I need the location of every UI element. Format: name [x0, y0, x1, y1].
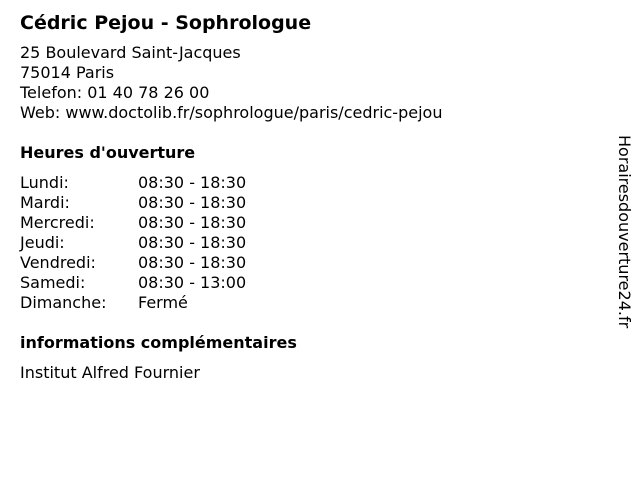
time-value: 08:30 - 18:30 — [138, 213, 247, 232]
hours-row-sunday — [20, 293, 600, 313]
site-watermark: Horairesdouverture24.fr — [615, 135, 634, 329]
city-address: 75014 Paris — [20, 63, 115, 82]
day-label: Mercredi: — [20, 213, 95, 232]
address-block — [20, 43, 600, 123]
hours-row-tuesday — [20, 193, 600, 213]
day-label: Vendredi: — [20, 253, 96, 272]
opening-hours-heading: Heures d'ouverture — [20, 143, 196, 162]
additional-info-heading: informations complémentaires — [20, 333, 297, 352]
hours-row-monday — [20, 173, 600, 193]
time-value: 08:30 - 18:30 — [138, 253, 247, 272]
phone-number: Telefon: 01 40 78 26 00 — [20, 83, 210, 102]
hours-row-thursday — [20, 233, 600, 253]
business-title: Cédric Pejou - Sophrologue — [20, 12, 312, 34]
day-label: Lundi: — [20, 173, 69, 192]
day-label: Samedi: — [20, 273, 86, 292]
time-value: 08:30 - 18:30 — [138, 173, 247, 192]
hours-row-friday — [20, 253, 600, 273]
opening-hours-table — [20, 173, 600, 313]
day-label: Jeudi: — [20, 233, 65, 252]
hours-row-wednesday — [20, 213, 600, 233]
website-link[interactable]: Web: www.doctolib.fr/sophrologue/paris/cedric-pejou — [20, 103, 443, 122]
additional-info-text: Institut Alfred Fournier — [20, 363, 200, 382]
time-value: 08:30 - 13:00 — [138, 273, 247, 292]
time-value: Fermé — [138, 293, 188, 312]
time-value: 08:30 - 18:30 — [138, 193, 247, 212]
hours-row-saturday — [20, 273, 600, 293]
street-address: 25 Boulevard Saint-Jacques — [20, 43, 241, 62]
day-label: Dimanche: — [20, 293, 107, 312]
time-value: 08:30 - 18:30 — [138, 233, 247, 252]
business-card — [20, 11, 600, 383]
day-label: Mardi: — [20, 193, 70, 212]
